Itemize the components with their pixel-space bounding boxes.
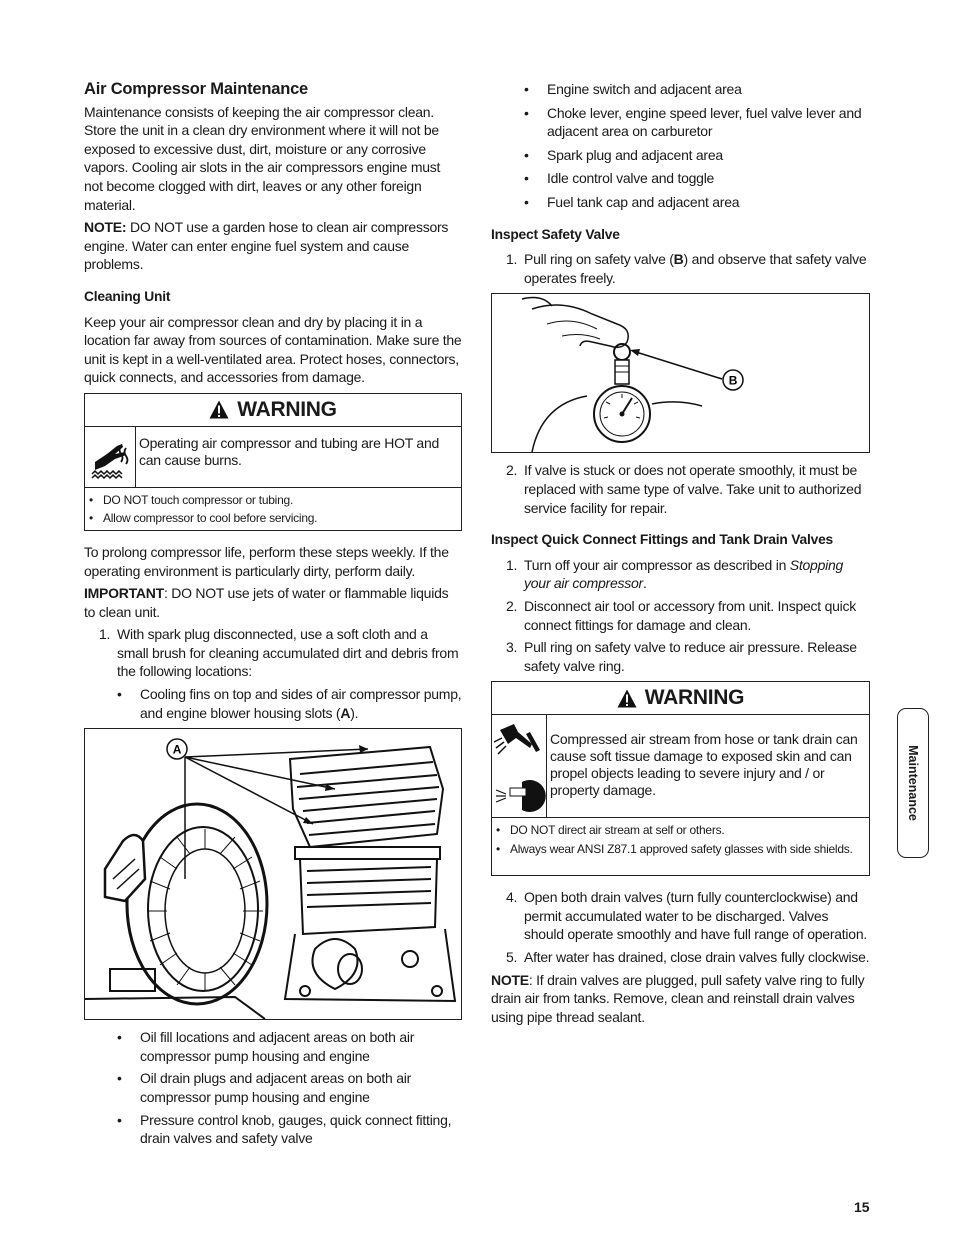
callout-label-b: B xyxy=(728,373,738,388)
cleaning-step-1: 1. With spark plug disconnected, use a soft cloth and a small brush for cleaning accumulated dirt and debris from the following locations: xyxy=(99,626,459,680)
note-text: DO NOT use a garden hose to clean air compressors engine. Water can enter engine fuel system and cause problems. xyxy=(84,219,449,273)
cleaning-unit-heading: Cleaning Unit xyxy=(84,288,171,304)
warning-list xyxy=(492,818,869,863)
quick-step-1: 1. Turn off your air compressor as described in Stopping your air compressor. xyxy=(506,556,844,592)
figure-cooling-fins xyxy=(84,728,462,1020)
bullet-fuel-tank: • Fuel tank cap and adjacent area xyxy=(524,193,740,210)
warning-item: • DO NOT direct air stream at self or others. xyxy=(496,823,725,838)
warning-item: • DO NOT touch compressor or tubing. xyxy=(89,492,294,507)
bullet-engine-switch: • Engine switch and adjacent area xyxy=(524,81,742,97)
warning-item: • Always wear ANSI Z87.1 approved safety glasses with side shields. xyxy=(496,841,853,856)
air-stream-and-eye-protection-icon xyxy=(492,715,547,817)
warning-box-hot xyxy=(84,393,462,531)
important-text: : DO NOT use jets of water or flammable liquids to clean unit. xyxy=(84,585,449,620)
warning-title: WARNING xyxy=(237,397,337,421)
important-label: IMPORTANT xyxy=(84,585,164,602)
compressor-illustration xyxy=(85,729,461,1019)
warning-box-air-stream xyxy=(491,681,870,876)
side-tab-maintenance: Maintenance xyxy=(897,708,929,858)
warning-triangle-icon xyxy=(617,689,637,708)
warning-body xyxy=(492,715,869,818)
note-label: NOTE: xyxy=(84,219,127,236)
warning-header xyxy=(85,394,461,427)
bullet-oil-drain: • Oil drain plugs and adjacent areas on both air compressor pump housing and engine xyxy=(117,1070,412,1106)
note-paragraph xyxy=(84,218,462,274)
right-column xyxy=(491,80,870,1030)
safety-step-1: 1. Pull ring on safety valve (B) and observe that safety valve operates freely. xyxy=(506,251,867,286)
note-drain-valves: NOTE: If drain valves are plugged, pull safety valve ring to fully drain air from tanks. Remove, clean and reinstall drain valves using pipe thread sealant. xyxy=(491,971,865,1025)
hot-surface-icon xyxy=(85,427,136,487)
figure-safety-valve xyxy=(491,293,870,453)
bullet-oil-fill: • Oil fill locations and adjacent areas on both air compressor pump housing and engine xyxy=(117,1029,415,1064)
bullet-idle-control: • Idle control valve and toggle xyxy=(524,170,715,187)
bullet-choke-lever: • Choke lever, engine speed lever, fuel valve lever and adjacent area on carburetor xyxy=(524,104,862,140)
page-number: 15 xyxy=(854,1199,870,1215)
quick-step-2: 2. Disconnect air tool or accessory from unit. Inspect quick connect fittings for damage and clean. xyxy=(506,597,857,633)
warning-text: Operating air compressor and tubing are HOT and can cause burns. xyxy=(139,434,440,468)
warning-text: Compressed air stream from hose or tank drain can cause soft tissue damage to exposed skin and can propel objects leading to severe injury and / or property damage. xyxy=(550,731,858,799)
warning-header xyxy=(492,682,869,715)
quick-step-5: 5. After water has drained, close drain valves fully clockwise. xyxy=(506,949,870,966)
warning-item: • Allow compressor to cool before servicing. xyxy=(89,511,318,526)
safety-valve-illustration xyxy=(492,294,869,452)
warning-triangle-icon xyxy=(209,400,229,419)
warning-list xyxy=(85,488,461,533)
bullet-spark-plug: • Spark plug and adjacent area xyxy=(524,146,723,163)
quick-step-3: 3. Pull ring on safety valve to reduce air pressure. Release safety valve ring. xyxy=(506,639,857,674)
quick-step-4: 4. Open both drain valves (turn fully counterclockwise) and permit accumulated water to be discharged. Valves should operate smoothly and have full range of operation. xyxy=(506,889,867,943)
callout-label-a: A xyxy=(172,742,182,757)
air-nozzle-icon xyxy=(492,718,546,814)
bullet-pressure-control: • Pressure control knob, gauges, quick connect fitting, drain valves and safety valve xyxy=(117,1111,452,1147)
inspect-safety-valve-heading: Inspect Safety Valve xyxy=(491,226,620,242)
inspect-quick-connect-heading: Inspect Quick Connect Fittings and Tank Drain Valves xyxy=(491,532,834,548)
left-column xyxy=(84,80,462,1152)
warning-title: WARNING xyxy=(644,685,745,709)
safety-step-2: 2. If valve is stuck or does not operate smoothly, it must be replaced with same type of valve. Take unit to authorized service facility for repair. xyxy=(506,462,862,516)
intro-paragraph: Maintenance consists of keeping the air compressor clean. Store the unit in a clean dry environment where it will not be exposed to excessive dust, dirt, moisture or any corrosive vapors. Cooling air slots in the air compressors engine must not become clogged with dirt, leaves or any other foreign material. xyxy=(84,103,441,213)
bullet-cooling-fins: • Cooling fins on top and sides of air compressor pump, and engine blower housing slots (A). xyxy=(117,686,462,721)
important-paragraph xyxy=(84,584,462,621)
warning-body xyxy=(85,427,461,488)
cleaning-unit-paragraph: Keep your air compressor clean and dry by placing it in a location far away from sources of contamination. Make sure the unit is kept in a well-ventilated area. Protect hoses, connectors, quick connects, and accessories from damage. xyxy=(84,313,462,386)
section-title: Air Compressor Maintenance xyxy=(84,80,309,98)
prolong-paragraph: To prolong compressor life, perform these steps weekly. If the operating environment is particularly dirty, perform daily. xyxy=(84,543,449,579)
